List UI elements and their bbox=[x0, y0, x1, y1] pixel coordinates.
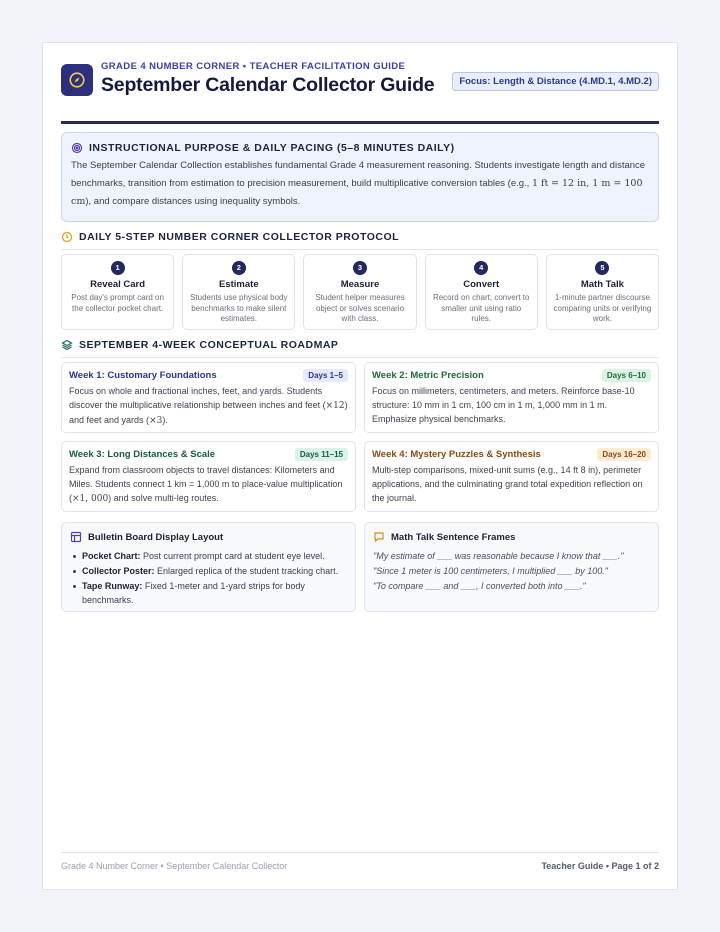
roadmap-heading-text: SEPTEMBER 4-WEEK CONCEPTUAL ROADMAP bbox=[79, 339, 339, 351]
step-number: 5 bbox=[595, 261, 609, 275]
week-card bbox=[364, 441, 659, 512]
week-desc-math: ×1, 000 bbox=[72, 494, 109, 504]
step-number: 3 bbox=[353, 261, 367, 275]
roadmap-heading bbox=[61, 339, 659, 358]
sentence-frame: "To compare ___ and ___, I converted both into ___." bbox=[373, 581, 586, 591]
item-text: Post current prompt card at student eye level. bbox=[140, 551, 325, 561]
math-talk-heading bbox=[373, 531, 650, 543]
step-title: Reveal Card bbox=[90, 279, 146, 290]
week-desc bbox=[69, 463, 348, 506]
week-card bbox=[364, 362, 659, 433]
page-footer bbox=[61, 852, 659, 871]
days-badge: Days 6–10 bbox=[602, 369, 651, 382]
bulletin-heading-text: Bulletin Board Display Layout bbox=[88, 531, 224, 543]
bulletin-list bbox=[70, 549, 347, 607]
math-talk-heading-text: Math Talk Sentence Frames bbox=[391, 531, 516, 543]
header-text bbox=[101, 61, 452, 97]
speech-bubble-icon bbox=[373, 531, 385, 543]
math-talk-box bbox=[364, 522, 659, 612]
purpose-line-3: ), and compare distances using inequality symbols. bbox=[85, 196, 301, 207]
list-item bbox=[70, 579, 347, 607]
days-badge: Days 1–5 bbox=[303, 369, 348, 382]
bulletin-box bbox=[61, 522, 356, 612]
sentence-frame: "Since 1 meter is 100 centimeters, I multiplied ___ by 100." bbox=[373, 566, 609, 576]
week-desc: Multi-step comparisons, mixed-unit sums (e.g., 14 ft 8 in), perimeter applications, and the culminating grand total expedition reflection on the journal. bbox=[372, 465, 643, 503]
step-title: Estimate bbox=[219, 279, 259, 290]
week-desc-text: Expand from classroom objects to travel distances: Kilometers and Miles. Students connect 1 km = 1,000 m to place-value multiplication ( bbox=[69, 465, 343, 503]
item-text: Fixed 1-meter and 1-yard strips for body benchmarks. bbox=[82, 581, 305, 605]
protocol-section bbox=[61, 231, 659, 330]
target-icon bbox=[71, 142, 83, 154]
list-item bbox=[70, 564, 347, 578]
page-number: Teacher Guide • Page 1 of 2 bbox=[541, 861, 659, 871]
purpose-heading-text: INSTRUCTIONAL PURPOSE & DAILY PACING (5–8 MINUTES DAILY) bbox=[89, 142, 455, 154]
step-number: 2 bbox=[232, 261, 246, 275]
weeks-grid bbox=[61, 362, 659, 512]
sentence-frame: "My estimate of ___ was reasonable because I know that ___." bbox=[373, 551, 624, 561]
purpose-math-2: = 12 in, 1 m = 100 cm bbox=[71, 178, 643, 207]
item-label: Collector Poster: bbox=[82, 566, 155, 576]
page-title: September Calendar Collector Guide bbox=[101, 74, 435, 96]
header-divider bbox=[61, 121, 659, 124]
week-desc-math: ×3 bbox=[149, 416, 163, 426]
protocol-heading-text: DAILY 5-STEP NUMBER CORNER COLLECTOR PROTOCOL bbox=[79, 231, 400, 243]
step-card bbox=[61, 254, 174, 330]
days-badge: Days 16–20 bbox=[597, 448, 651, 461]
compass-icon bbox=[61, 64, 93, 96]
week-desc: Focus on millimeters, centimeters, and meters. Reinforce base-10 structure: 10 mm in 1 cm, 100 cm in 1 m, 1,000 mm in 1 m. Emphasize physical benchmarks. bbox=[372, 386, 635, 424]
days-badge: Days 11–15 bbox=[295, 448, 348, 461]
step-title: Measure bbox=[340, 279, 380, 290]
step-number: 4 bbox=[474, 261, 488, 275]
item-label: Tape Runway: bbox=[82, 581, 143, 591]
step-card bbox=[303, 254, 416, 330]
step-title: Math Talk bbox=[580, 279, 624, 290]
step-card bbox=[182, 254, 295, 330]
step-desc: Students use physical body benchmarks to make silent estimates. bbox=[190, 293, 288, 323]
step-desc: Post day's prompt card on the collector pocket chart. bbox=[71, 293, 164, 313]
week-desc bbox=[69, 384, 348, 428]
list-item bbox=[70, 549, 347, 563]
focus-badge: Focus: Length & Distance (4.MD.1, 4.MD.2) bbox=[452, 72, 659, 91]
step-card bbox=[546, 254, 659, 330]
bottom-boxes bbox=[61, 522, 659, 612]
item-text: Enlarged replica of the student tracking chart. bbox=[154, 566, 339, 576]
purpose-line-2: distance benchmarks, transition from estimation to precision measurement, build multiplicative conversion tables (e.g., bbox=[71, 160, 646, 189]
layers-icon bbox=[61, 339, 73, 351]
page-header bbox=[61, 61, 659, 117]
guide-page bbox=[42, 42, 678, 890]
protocol-heading bbox=[61, 231, 659, 250]
week-desc-text: ) and feet and yards ( bbox=[69, 400, 348, 425]
step-desc: 1-minute partner discourse comparing units or verifying work. bbox=[553, 293, 652, 323]
week-title: Week 4: Mystery Puzzles & Synthesis bbox=[372, 449, 541, 460]
week-title: Week 2: Metric Precision bbox=[372, 370, 484, 381]
roadmap-section bbox=[61, 339, 659, 512]
week-desc-text: ) and solve multi-leg routes. bbox=[108, 493, 219, 503]
purpose-text bbox=[71, 157, 649, 211]
week-card bbox=[61, 362, 356, 433]
sentence-frames bbox=[373, 549, 650, 594]
week-desc-math: ×12 bbox=[325, 401, 345, 411]
purpose-box bbox=[61, 132, 659, 222]
week-card bbox=[61, 441, 356, 512]
purpose-line-1: The September Calendar Collection establishes fundamental Grade 4 measurement reasoning. Students investigate length and bbox=[71, 160, 608, 171]
item-label: Pocket Chart: bbox=[82, 551, 141, 561]
purpose-math-1: 1 ft bbox=[531, 178, 549, 189]
week-title: Week 3: Long Distances & Scale bbox=[69, 449, 216, 460]
step-card bbox=[425, 254, 538, 330]
week-desc-text: ). bbox=[162, 415, 168, 425]
week-title: Week 1: Customary Foundations bbox=[69, 370, 217, 381]
purpose-heading bbox=[71, 142, 649, 154]
week-desc-text: Focus on whole and fractional inches, feet, and yards. Students discover the multiplicative relationship between inches and feet ( bbox=[69, 386, 326, 410]
layout-icon bbox=[70, 531, 82, 543]
step-desc: Record on chart; convert to smaller unit using ratio rules. bbox=[432, 293, 530, 323]
step-title: Convert bbox=[463, 279, 500, 290]
step-number: 1 bbox=[111, 261, 125, 275]
steps-row bbox=[61, 254, 659, 330]
bulletin-heading bbox=[70, 531, 347, 543]
clock-icon bbox=[61, 231, 73, 243]
footer-left: Grade 4 Number Corner • September Calendar Collector bbox=[61, 861, 288, 871]
step-desc: Student helper measures object or solves scenario with class. bbox=[315, 293, 405, 323]
eyebrow: GRADE 4 NUMBER CORNER • TEACHER FACILITATION GUIDE bbox=[101, 61, 406, 72]
